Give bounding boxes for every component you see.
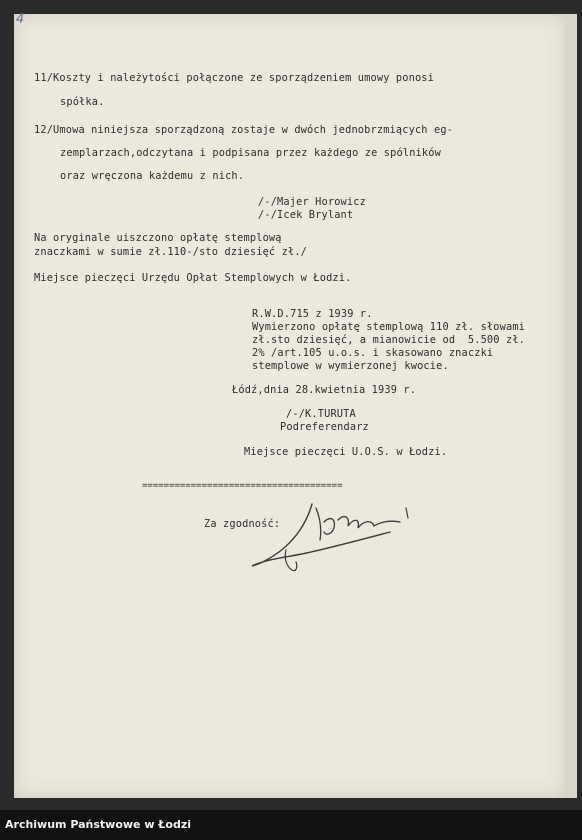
seal-place-stamp-office: Miejsce pieczęci Urzędu Opłat Stemplowych w Łodzi. xyxy=(34,272,352,284)
rwd-line-1: R.W.D.715 z 1939 r. xyxy=(252,308,373,320)
stamp-note-line-2: znaczkami w sumie zł.110-/sto dziesięć zł./ xyxy=(34,246,308,258)
signatory-2: /-/Icek Brylant xyxy=(258,209,354,221)
paragraph-11-line-2: spółka. xyxy=(60,96,105,108)
stamp-note-line-1: Na oryginale uiszczono opłatę stemplową xyxy=(34,232,282,244)
archive-name: Archiwum Państwowe w Łodzi xyxy=(5,818,192,831)
seal-place-uos: Miejsce pieczęci U.O.S. w Łodzi. xyxy=(244,446,448,458)
rwd-line-3: zł.sto dziesięć, a mianowicie od 5.500 zł. xyxy=(252,334,526,346)
conformity-label: Za zgodność: xyxy=(204,518,281,530)
paragraph-12-line-3: oraz wręczona każdemu z nich. xyxy=(60,170,245,182)
handwritten-signature xyxy=(240,498,420,578)
paragraph-12-line-2: zemplarzach,odczytana i podpisana przez każdego ze spólników xyxy=(60,147,441,159)
referendary-title: Podreferendarz xyxy=(280,421,369,433)
separator-line: ===================================== xyxy=(142,481,343,491)
date-line: Łódź,dnia 28.kwietnia 1939 r. xyxy=(232,384,417,396)
signatory-1: /-/Majer Horowicz xyxy=(258,196,366,208)
rwd-line-2: Wymierzono opłatę stemplową 110 zł. słowami xyxy=(252,321,526,333)
rwd-line-4: 2% /art.105 u.o.s. i skasowano znaczki xyxy=(252,347,494,359)
paper-edge xyxy=(565,14,577,798)
referendary-name: /-/K.TURUTA xyxy=(286,408,356,420)
paragraph-12-line-1: 12/Umowa niniejsza sporządzoną zostaje w dwóch jednobrzmiących eg- xyxy=(34,124,454,136)
page-number: 4 xyxy=(16,12,25,27)
rwd-line-5: stemplowe w wymierzonej kwocie. xyxy=(252,360,449,372)
paragraph-11-line-1: 11/Koszty i należytości połączone ze sporządzeniem umowy ponosi xyxy=(34,72,435,84)
